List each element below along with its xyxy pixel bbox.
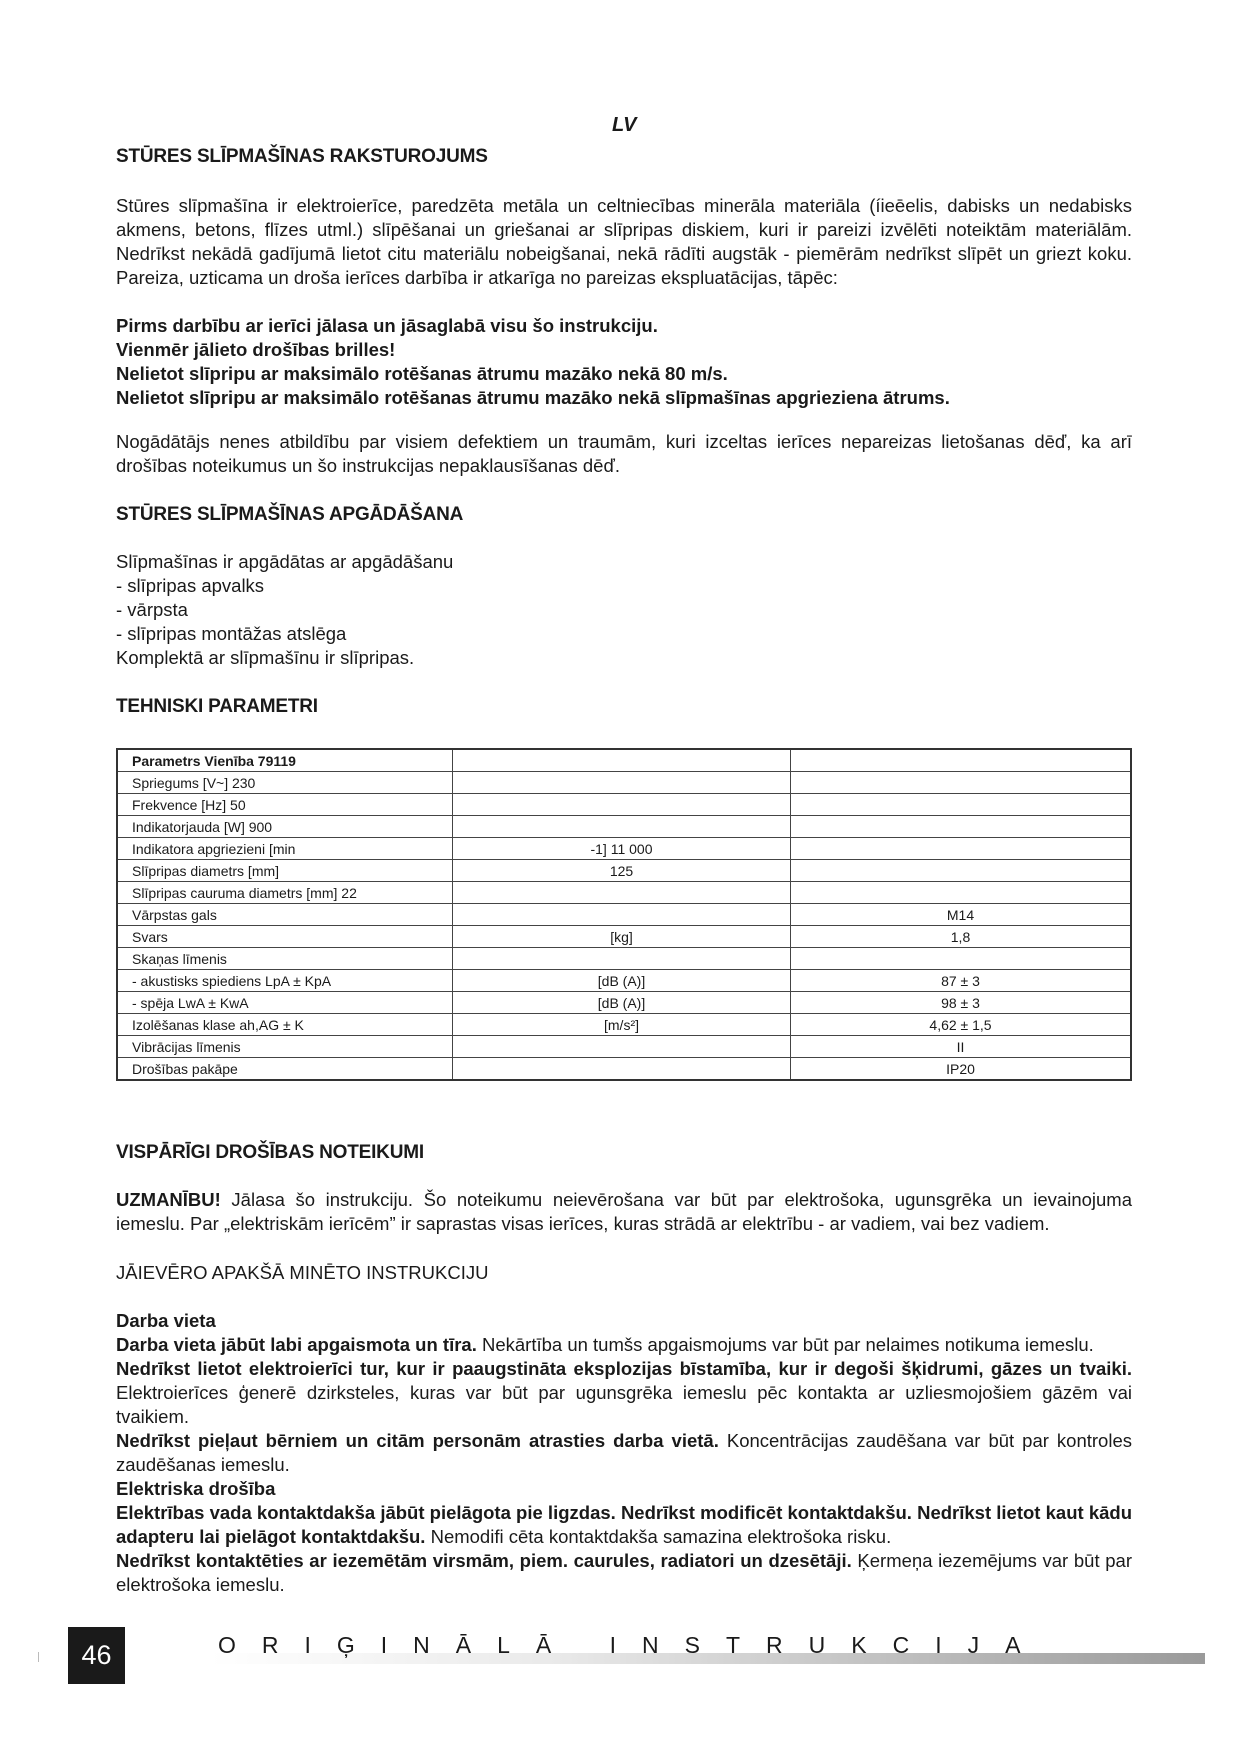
param-value: 1,8: [791, 926, 1132, 948]
section-title: VISPĀRĪGI DROŠĪBAS NOTEIKUMI: [116, 1142, 424, 1163]
param-value: 4,62 ± 1,5: [791, 1014, 1132, 1036]
param-unit: [453, 882, 791, 904]
section-electrical-safety: [116, 1477, 1132, 1597]
section-title: TEHNISKI PARAMETRI: [116, 696, 318, 717]
param-value: 98 ± 3: [791, 992, 1132, 1014]
param-unit: [m/s²]: [453, 1014, 791, 1036]
section-technical: [116, 696, 1132, 718]
table-row: [117, 882, 1131, 904]
param-unit: [dB (A)]: [453, 970, 791, 992]
body-text: Nemodifi cēta kontaktdakša samazina elektrošoka risku.: [425, 1526, 892, 1547]
body-text: Nekārtība un tumšs apgaismojums var būt par nelaimes notikuma iemeslu.: [476, 1334, 1094, 1355]
bold-text: Elektrības vada kontaktdakša jābūt pielāgota pie ligzdas. Nedrīkst modificēt kontaktdakšu. Nedrīkst lietot kaut kādu adapteru lai pielāgot kontaktdakšu.: [116, 1502, 1132, 1547]
language-code: LV: [612, 114, 637, 136]
param-value: IP20: [791, 1058, 1132, 1081]
table-row: [117, 1014, 1131, 1036]
paragraph: Stūres slīpmašīna ir elektroierīce, paredzēta metāla un celtniecības minerāla materiāla (íieēelis, dabisks un nedabisks akmens, betons, flīzes utml.) slīpēšanai un griešanai ar slīpripas diskiem, kuri ir pareizi izvēlēti noteiktām materiālām. Nedrīkst nekādā gadījumā lietot citu materiālu nobeigšanai, nekā rādīti augstāk - piemērām nedrīkst slīpēt un griezt koku. Pareiza, uzticama un droša ierīces darbība ir atkarīga no pareizas ekspluatācijas, tāpēc:: [116, 195, 1132, 288]
subsection-title: Elektriska drošība: [116, 1478, 276, 1499]
bold-line: Nelietot slīpripu ar maksimālo rotēšanas ātrumu mazāko nekā 80 m/s.: [116, 363, 728, 384]
param-value: [791, 882, 1132, 904]
list-item: Slīpmašīnas ir apgādātas ar apgādāšanu: [116, 551, 454, 572]
paragraph: [116, 1429, 1132, 1477]
table-row: [117, 926, 1131, 948]
param-unit: [453, 749, 791, 772]
bold-text: Nedrīkst pieļaut bērniem un citām personām atrasties darba vietā.: [116, 1430, 719, 1451]
param-name: Vārpstas gals: [117, 904, 453, 926]
param-name: Parametrs Vienība 79119: [117, 749, 453, 772]
body-text: Ķermeņa iezemējums var būt par elektrošoka iemeslu.: [116, 1550, 1132, 1595]
footer-tick: [38, 1652, 39, 1662]
table-row: [117, 749, 1131, 772]
instruction-note: [116, 1261, 1132, 1285]
param-unit: 125: [453, 860, 791, 882]
table-row: [117, 970, 1131, 992]
warning-label: UZMANĪBU!: [116, 1189, 221, 1210]
safety-bold-lines: [116, 314, 1132, 410]
note-text: JĀIEVĒRO APAKŠĀ MINĒTO INSTRUKCIJU: [116, 1262, 489, 1283]
liability-paragraph: [116, 430, 1132, 478]
table-row: [117, 794, 1131, 816]
param-name: Slīpripas cauruma diametrs [mm] 22: [117, 882, 453, 904]
param-value: II: [791, 1036, 1132, 1058]
param-value: [791, 816, 1132, 838]
param-value: [791, 749, 1132, 772]
param-unit: -1] 11 000: [453, 838, 791, 860]
technical-parameters-table: [116, 748, 1132, 1081]
table-row: [117, 838, 1131, 860]
table-row: [117, 948, 1131, 970]
table-row: [117, 772, 1131, 794]
paragraph: Nogādātājs nenes atbildību par visiem defektiem un traumām, kuri izceltas ierīces nepareizas lietošanas dēď, ka arī drošības noteikumus un šo instrukcijas nepaklausīšanas dēď.: [116, 431, 1132, 476]
list-item: - slīpripas montāžas atslēga: [116, 623, 347, 644]
body-text: Elektroierīces ģenerē dzirksteles, kuras var būt par ugunsgrēka iemeslu pēc kontakta ar uzliesmojošiem gāzēm vai tvaikiem.: [116, 1382, 1132, 1427]
section-characteristics: [116, 146, 1132, 168]
param-name: Skaņas līmenis: [117, 948, 453, 970]
table-row: [117, 904, 1131, 926]
param-name: Drošības pakāpe: [117, 1058, 453, 1081]
section-equipment: [116, 504, 1132, 526]
bold-line: Vienmēr jālieto drošības brilles!: [116, 339, 396, 360]
param-name: Indikatora apgriezieni [min: [117, 838, 453, 860]
param-unit: [453, 1036, 791, 1058]
paragraph: [116, 1333, 1132, 1357]
param-value: [791, 860, 1132, 882]
param-value: [791, 838, 1132, 860]
characteristics-paragraph: [116, 194, 1132, 290]
paragraph: [116, 1188, 1132, 1236]
param-unit: [453, 816, 791, 838]
bold-line: Pirms darbību ar ierīci jālasa un jāsaglabā visu šo instrukciju.: [116, 315, 658, 336]
section-title: STŪRES SLĪPMAŠĪNAS RAKSTUROJUMS: [116, 146, 488, 167]
list-item: - vārpsta: [116, 599, 188, 620]
param-name: Izolēšanas klase ah,AG ± K: [117, 1014, 453, 1036]
body-text: Koncentrācijas zaudēšana var būt par kontroles zaudēšanas iemeslu.: [116, 1430, 1132, 1475]
param-value: [791, 772, 1132, 794]
param-unit: [kg]: [453, 926, 791, 948]
param-value: [791, 794, 1132, 816]
table-row: [117, 992, 1131, 1014]
param-name: Vibrācijas līmenis: [117, 1036, 453, 1058]
list-item: Komplektā ar slīpmašīnu ir slīpripas.: [116, 647, 415, 668]
subsection-title: Darba vieta: [116, 1310, 216, 1331]
section-title: STŪRES SLĪPMAŠĪNAS APGĀDĀŠANA: [116, 504, 464, 525]
param-value: [791, 948, 1132, 970]
param-name: Indikatorjauda [W] 900: [117, 816, 453, 838]
section-general-safety: [116, 1142, 1132, 1164]
table-row: [117, 1036, 1131, 1058]
warning-paragraph: [116, 1188, 1132, 1236]
equipment-list: [116, 550, 1132, 670]
paragraph: [116, 1357, 1132, 1429]
bold-text: Darba vieta jābūt labi apgaismota un tīra.: [116, 1334, 477, 1355]
param-name: Frekvence [Hz] 50: [117, 794, 453, 816]
paragraph: [116, 1501, 1132, 1549]
paragraph: [116, 1549, 1132, 1597]
param-name: - spēja LwA ± KwA: [117, 992, 453, 1014]
table-row: [117, 1058, 1131, 1081]
param-name: Spriegums [V~] 230: [117, 772, 453, 794]
footer-title: ORIĢINĀLĀ INSTRUKCIJA: [218, 1632, 1047, 1658]
section-workplace: [116, 1309, 1132, 1477]
param-unit: [453, 794, 791, 816]
param-unit: [453, 1058, 791, 1081]
warning-text: Jālasa šo instrukciju. Šo noteikumu neievērošana var būt par elektrošoka, ugunsgrēka un ievainojuma iemeslu. Par „elektriskām ierīcēm” ir saprastas visas ierīces, kuras strādā ar elektrību - ar vadiem, vai bez vadiem.: [116, 1189, 1132, 1234]
param-name: - akustisks spiediens LpA ± KpA: [117, 970, 453, 992]
bold-text: Nedrīkst kontaktēties ar iezemētām virsmām, piem. caurules, radiatori un dzesētāji.: [116, 1550, 852, 1571]
table-row: [117, 860, 1131, 882]
param-value: 87 ± 3: [791, 970, 1132, 992]
param-value: M14: [791, 904, 1132, 926]
param-unit: [dB (A)]: [453, 992, 791, 1014]
table-row: [117, 816, 1131, 838]
param-name: Svars: [117, 926, 453, 948]
param-unit: [453, 904, 791, 926]
bold-line: Nelietot slīpripu ar maksimālo rotēšanas ātrumu mazāko nekā slīpmašīnas apgrieziena ātrums.: [116, 387, 950, 408]
list-item: - slīpripas apvalks: [116, 575, 265, 596]
param-unit: [453, 948, 791, 970]
page-number: 46: [68, 1627, 125, 1684]
bold-text: Nedrīkst lietot elektroierīci tur, kur ir paaugstināta eksplozijas bīstamība, kur ir degoši šķidrumi, gāzes un tvaiki.: [116, 1358, 1132, 1379]
param-unit: [453, 772, 791, 794]
param-name: Slīpripas diametrs [mm]: [117, 860, 453, 882]
